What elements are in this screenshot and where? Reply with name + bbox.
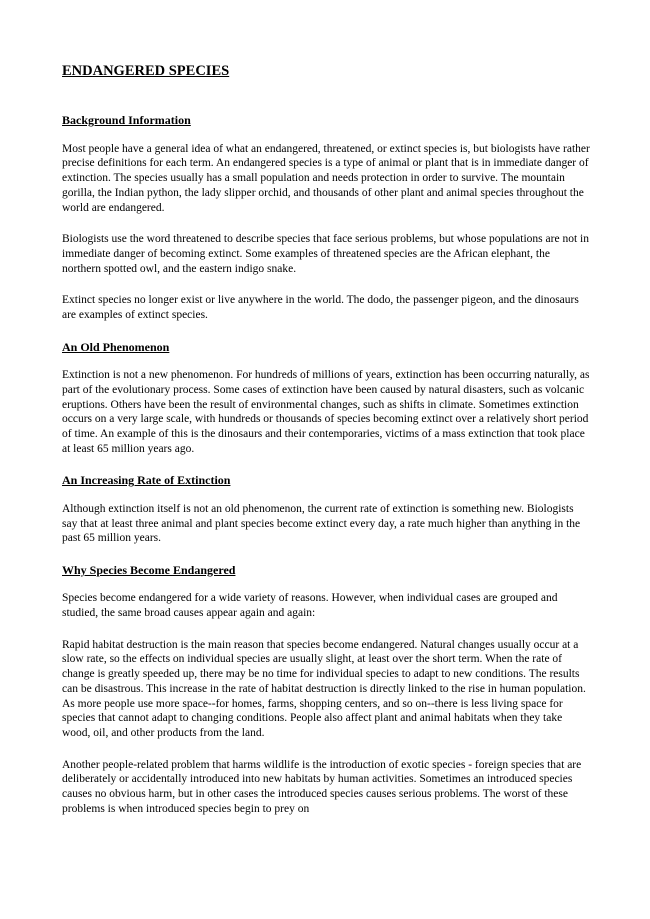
- paragraph: Another people-related problem that harms wildlife is the introduction of exotic species - foreign species that are deliberately or accidentally introduced into new habitats by human activities. Sometimes an introduced species causes no obvious harm, but in other cases the introduced species causes serious problems. The worst of these problems is when introduced species begin to prey on: [62, 758, 582, 815]
- document-title: ENDANGERED SPECIES: [62, 63, 230, 79]
- paragraph: Most people have a general idea of what an endangered, threatened, or extinct species is, but biologists have rather precise definitions for each term. An endangered species is a type of animal or plant that is in immediate danger of extinction. The species usually has a small population and needs protection in order to survive. The mountain gorilla, the Indian python, the lady slipper orchid, and thousands of other plant and animal species throughout the world are endangered.: [62, 142, 590, 214]
- section-heading-background-information: Background Information: [62, 113, 191, 128]
- section-an-old-phenomenon: [62, 340, 590, 457]
- paragraph: Although extinction itself is not an old phenomenon, the current rate of extinction is something new. Biologists say that at least three animal and plant species become extinct every day, a rate much higher than anything in the past 65 million years.: [62, 502, 581, 545]
- paragraph: Extinct species no longer exist or live anywhere in the world. The dodo, the passenger pigeon, and the dinosaurs are examples of extinct species.: [62, 294, 579, 322]
- section-why-species-become-endangered: [62, 563, 590, 817]
- section-heading-an-old-phenomenon: An Old Phenomenon: [62, 339, 170, 354]
- section-an-increasing-rate-of-extinction: [62, 473, 590, 546]
- paragraph: Rapid habitat destruction is the main reason that species become endangered. Natural changes usually occur at a slow rate, so the effects on individual species are usually slight, at least over the short term. When the rate of change is greatly speeded up, there may be no time for individual species to adapt to new conditions. The results can be disastrous. This increase in the rate of habitat destruction is directly linked to the rise in human population. As more people use more space--for homes, farms, shopping centers, and so on--there is less living space for species that cannot adapt to changing conditions. People also affect plant and animal habitats when they take wood, oil, and other products from the land.: [62, 638, 586, 739]
- section-background-information: [62, 113, 590, 322]
- paragraph: Extinction is not a new phenomenon. For hundreds of millions of years, extinction has been occurring naturally, as part of the evolutionary process. Some cases of extinction have been caused by natural disasters, such as volcanic eruptions. Others have been the result of environmental changes, such as shifts in climate. Sometimes extinction occurs on a very large scale, with hundreds or thousands of species becoming extinct over a relatively short period of time. An example of this is the dinosaurs and their contemporaries, victims of a mass extinction that took place at least 65 million years ago.: [62, 369, 590, 455]
- paragraph: Biologists use the word threatened to describe species that face serious problems, but whose populations are not in immediate danger of becoming extinct. Some examples of threatened species are the African elephant, the northern spotted owl, and the eastern indigo snake.: [62, 233, 589, 275]
- paragraph: Species become endangered for a wide variety of reasons. However, when individual cases are grouped and studied, the same broad causes appear again and again:: [62, 592, 558, 620]
- section-heading-an-increasing-rate-of-extinction: An Increasing Rate of Extinction: [62, 473, 231, 488]
- section-heading-why-species-become-endangered: Why Species Become Endangered: [62, 562, 236, 577]
